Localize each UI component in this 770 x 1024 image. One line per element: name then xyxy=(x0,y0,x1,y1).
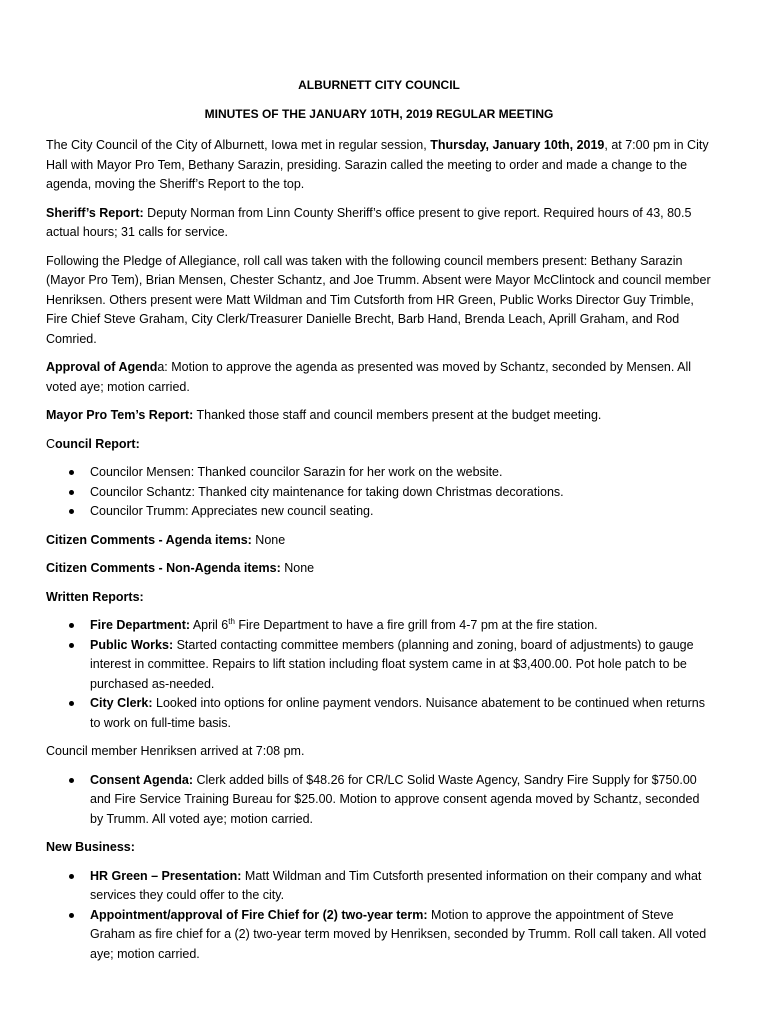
approval-of-agenda xyxy=(46,358,712,397)
list-item: Councilor Mensen: Thanked councilor Sarazin for her work on the website. xyxy=(90,463,712,483)
hr-green-text: Matt Wildman and Tim Cutsforth presented information on their company and what services they could offer to the city. xyxy=(90,868,702,902)
intro-paragraph xyxy=(46,136,712,195)
council-report-label-rest: ouncil Report: xyxy=(55,436,140,451)
list-item: Councilor Schantz: Thanked city maintenance for taking down Christmas decorations. xyxy=(90,483,712,503)
list-item xyxy=(90,906,712,965)
roll-call-paragraph: Following the Pledge of Allegiance, roll call was taken with the following council members present: Bethany Sarazin (Mayor Pro Tem), Brian Mensen, Chester Schantz, and Joe Trumm. Absent were Mayor McClintock and council member Henriksen. Others present were Matt Wildman and Tim Cutsforth from HR Green, Public Works Director Guy Trimble, Fire Chief Steve Graham, City Clerk/Treasurer Danielle Brecht, Barb Hand, Brenda Leach, Aprill Graham, and Rod Comried. xyxy=(46,253,711,346)
city-clerk-label: City Clerk: xyxy=(90,696,153,710)
list-item xyxy=(90,636,712,695)
council-report-list xyxy=(46,463,712,522)
intro-text-pre: The City Council of the City of Alburnett, Iowa met in regular session, xyxy=(46,138,431,152)
approval-text: a: Motion to approve the agenda as presented was moved by Schantz, seconded by Mensen. All voted aye; motion carried. xyxy=(46,360,692,394)
citizen-agenda-text: None xyxy=(251,532,286,547)
council-report-label-first: C xyxy=(46,436,56,451)
citizen-nonagenda-label: Citizen Comments - Non-Agenda items: xyxy=(46,561,281,575)
fire-department-text-post: Fire Department to have a fire grill from 4-7 pm at the fire station. xyxy=(234,618,598,632)
list-item xyxy=(90,616,712,636)
hr-green-label: HR Green – Presentation: xyxy=(90,868,242,883)
written-reports-heading xyxy=(46,588,712,608)
consent-agenda-list xyxy=(46,771,712,830)
sheriff-report-text: Deputy Norman from Linn County Sheriff’s office present to give report. Required hours of 43, 80.5 actual hours; 31 calls for service. xyxy=(46,205,692,239)
citizen-comments-agenda xyxy=(46,531,712,551)
mayor-report-label: Mayor Pro Tem’s Report: xyxy=(46,408,194,422)
ordinal-suffix: th xyxy=(228,616,235,626)
intro-text-post: , at 7:00 pm in City Hall with Mayor Pro Tem, Bethany Sarazin, presiding. Sarazin called the meeting to order and made a change to the agenda, moving the Sheriff’s Report to the top. xyxy=(46,138,709,191)
consent-agenda-text: Clerk added bills of $48.26 for CR/LC Solid Waste Agency, Sandry Fire Supply for $750.00 and Fire Service Training Bureau for $25.00. Motion to approve consent agenda moved by Schantz, seconded by Trumm. All voted aye; motion carried. xyxy=(90,772,700,826)
sheriff-report xyxy=(46,204,712,243)
list-item xyxy=(90,771,712,830)
citizen-agenda-label: Citizen Comments - Agenda items: xyxy=(46,532,252,547)
sheriff-report-label: Sheriff’s Report: xyxy=(46,205,144,220)
fire-department-label: Fire Department: xyxy=(90,618,191,632)
council-title: ALBURNETT CITY COUNCIL xyxy=(298,78,460,92)
new-business-list xyxy=(46,867,712,965)
public-works-text: Started contacting committee members (planning and zoning, board of adjustments) to gauge interest in committee. Repairs to lift station including float system came in at $3,400.00. Pot hole patch to be purchased as-needed. xyxy=(90,637,694,691)
citizen-nonagenda-text: None xyxy=(280,561,315,575)
list-item xyxy=(90,867,712,906)
approval-label: Approval of Agend xyxy=(46,360,158,374)
fire-department-text-pre: April 6 xyxy=(190,618,229,632)
fire-chief-text: Motion to approve the appointment of Steve Graham as fire chief for a (2) two-year term moved by Henriksen, seconded by Trumm. Roll call taken. All voted aye; motion carried. xyxy=(90,907,707,961)
new-business-heading xyxy=(46,838,712,858)
henriksen-arrival: Council member Henriksen arrived at 7:08 pm. xyxy=(46,744,305,758)
fire-chief-label: Appointment/approval of Fire Chief for (2) two-year term: xyxy=(90,907,428,922)
public-works-label: Public Works: xyxy=(90,637,174,652)
written-reports-list xyxy=(46,616,712,733)
mayor-report-text: Thanked those staff and council members present at the budget meeting. xyxy=(193,408,602,422)
minutes-subtitle: MINUTES OF THE JANUARY 10TH, 2019 REGULAR MEETING xyxy=(204,106,554,121)
city-clerk-text: Looked into options for online payment vendors. Nuisance abatement to be continued when returns to work on full-time basis. xyxy=(90,696,705,730)
list-item: Councilor Trumm: Appreciates new council seating. xyxy=(90,502,712,522)
written-reports-label: Written Reports: xyxy=(46,589,144,604)
meeting-date: Thursday, January 10th, 2019 xyxy=(430,138,605,152)
mayor-pro-tem-report xyxy=(46,406,712,426)
consent-agenda-label: Consent Agenda: xyxy=(90,772,194,787)
council-report-heading xyxy=(46,435,712,455)
citizen-comments-nonagenda xyxy=(46,559,712,579)
list-item xyxy=(90,694,712,733)
new-business-label: New Business: xyxy=(46,840,135,854)
